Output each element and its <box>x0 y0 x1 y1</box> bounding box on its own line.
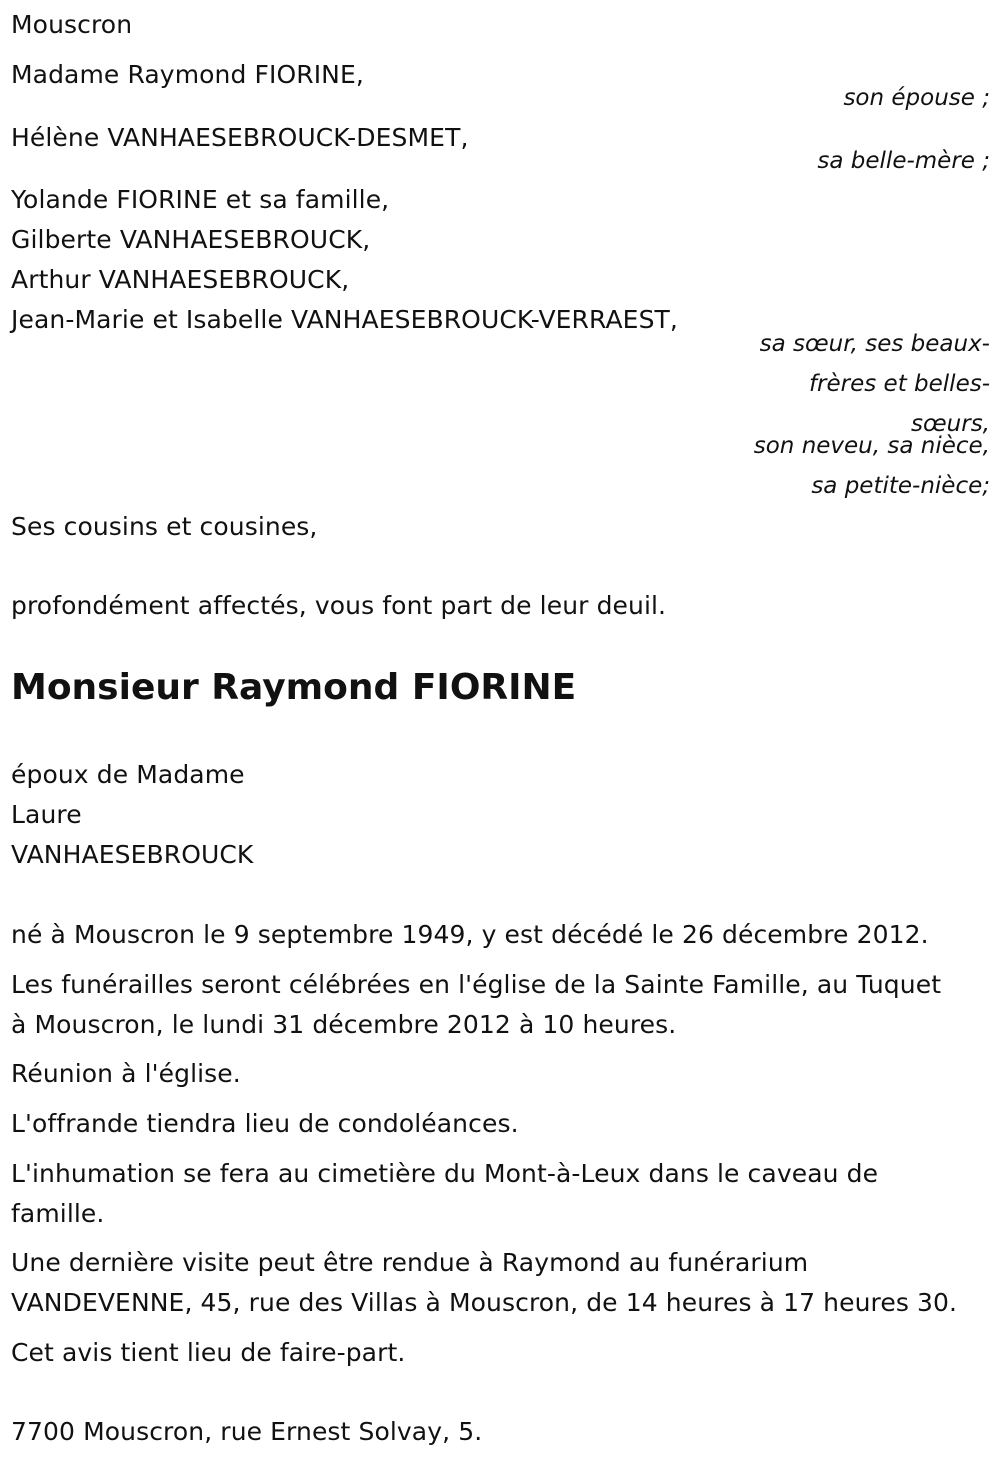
mother-in-law-relation: sa belle-mère ; <box>817 148 990 174</box>
spouse-of-line: Laure <box>11 800 82 829</box>
offering-line: L'offrande tiendra lieu de condoléances. <box>11 1109 519 1138</box>
cousins-line: Ses cousins et cousines, <box>11 512 318 541</box>
spouse-of-line: VANHAESEBROUCK <box>11 840 254 869</box>
notice-line: Cet avis tient lieu de faire-part. <box>11 1338 406 1367</box>
burial-line: famille. <box>11 1199 105 1228</box>
visit-line: Une dernière visite peut être rendue à Raymond au funérarium <box>11 1248 809 1277</box>
grandniece-relation: sa petite-nièce; <box>811 473 990 499</box>
header-city: Mouscron <box>11 10 133 39</box>
spouse-name: Madame Raymond FIORINE, <box>11 60 364 89</box>
sibling-line: Arthur VANHAESEBROUCK, <box>11 265 350 294</box>
burial-line: L'inhumation se fera au cimetière du Mont-à-Leux dans le caveau de <box>11 1159 879 1188</box>
sibling-line: Jean-Marie et Isabelle VANHAESEBROUCK-VERRAEST, <box>11 305 678 334</box>
sibling-line: Yolande FIORINE et sa famille, <box>11 185 390 214</box>
spouse-of-line: époux de Madame <box>11 760 245 789</box>
deceased-name-title: Monsieur Raymond FIORINE <box>11 667 577 708</box>
nephew-relation: son neveu, sa nièce, <box>753 433 990 459</box>
sibling-line: Gilberte VANHAESEBROUCK, <box>11 225 371 254</box>
mother-in-law-name: Hélène VANHAESEBROUCK-DESMET, <box>11 123 469 152</box>
meeting-line: Réunion à l'église. <box>11 1059 241 1088</box>
announcement-intro: profondément affectés, vous font part de leur deuil. <box>11 591 667 620</box>
visit-line: VANDEVENNE, 45, rue des Villas à Mouscron, de 14 heures à 17 heures 30. <box>11 1288 958 1317</box>
siblings-relation: sa sœur, ses beaux-frères et belles-sœurs, <box>759 331 990 437</box>
spouse-relation: son épouse ; <box>843 85 990 111</box>
funeral-line: à Mouscron, le lundi 31 décembre 2012 à 10 heures. <box>11 1010 677 1039</box>
address-line: 7700 Mouscron, rue Ernest Solvay, 5. <box>11 1417 483 1446</box>
birth-death-line: né à Mouscron le 9 septembre 1949, y est décédé le 26 décembre 2012. <box>11 920 929 949</box>
funeral-line: Les funérailles seront célébrées en l'église de la Sainte Famille, au Tuquet <box>11 970 942 999</box>
